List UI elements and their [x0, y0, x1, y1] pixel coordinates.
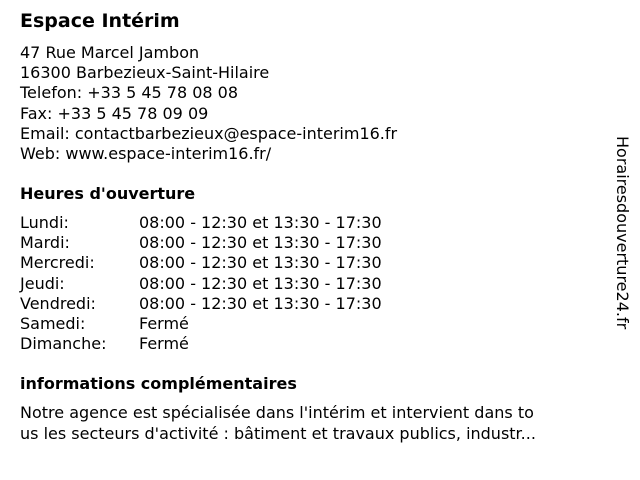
- opening-hours-table: [20, 213, 500, 354]
- day-hours: 08:00 - 12:30 et 13:30 - 17:30: [139, 293, 382, 313]
- site-watermark: Horairesdouverture24.fr: [613, 136, 632, 330]
- day-label: Jeudi:: [20, 273, 65, 293]
- day-hours: Fermé: [139, 313, 189, 333]
- day-label: Vendredi:: [20, 293, 96, 313]
- day-hours: Fermé: [139, 334, 189, 354]
- contact-block: [20, 43, 397, 164]
- info-text-line: us les secteurs d'activité : bâtiment et travaux publics, industr...: [20, 423, 536, 443]
- day-hours: 08:00 - 12:30 et 13:30 - 17:30: [139, 253, 382, 273]
- hours-row: [20, 294, 500, 314]
- day-label: Dimanche:: [20, 334, 107, 354]
- hours-row: [20, 253, 500, 273]
- day-label: Samedi:: [20, 313, 86, 333]
- day-hours: 08:00 - 12:30 et 13:30 - 17:30: [139, 273, 382, 293]
- additional-info-heading: informations complémentaires: [20, 374, 297, 393]
- opening-hours-heading: Heures d'ouverture: [20, 184, 196, 203]
- hours-row: [20, 233, 500, 253]
- day-hours: 08:00 - 12:30 et 13:30 - 17:30: [139, 233, 382, 253]
- address-city: 16300 Barbezieux-Saint-Hilaire: [20, 63, 270, 83]
- phone-number: Telefon: +33 5 45 78 08 08: [20, 83, 239, 103]
- hours-row: [20, 314, 500, 334]
- day-label: Mardi:: [20, 233, 70, 253]
- fax-number: Fax: +33 5 45 78 09 09: [20, 103, 209, 123]
- info-text-line: Notre agence est spécialisée dans l'intérim et intervient dans to: [20, 403, 534, 422]
- hours-row: [20, 213, 500, 233]
- additional-info-text: [20, 403, 536, 444]
- day-label: Lundi:: [20, 213, 69, 232]
- day-hours: 08:00 - 12:30 et 13:30 - 17:30: [139, 213, 382, 232]
- address-street: 47 Rue Marcel Jambon: [20, 43, 200, 62]
- website-url: Web: www.espace-interim16.fr/: [20, 143, 272, 163]
- day-label: Mercredi:: [20, 253, 95, 273]
- hours-row: [20, 334, 500, 354]
- hours-row: [20, 274, 500, 294]
- email-address: Email: contactbarbezieux@espace-interim16.fr: [20, 123, 398, 143]
- business-name: Espace Intérim: [20, 10, 180, 32]
